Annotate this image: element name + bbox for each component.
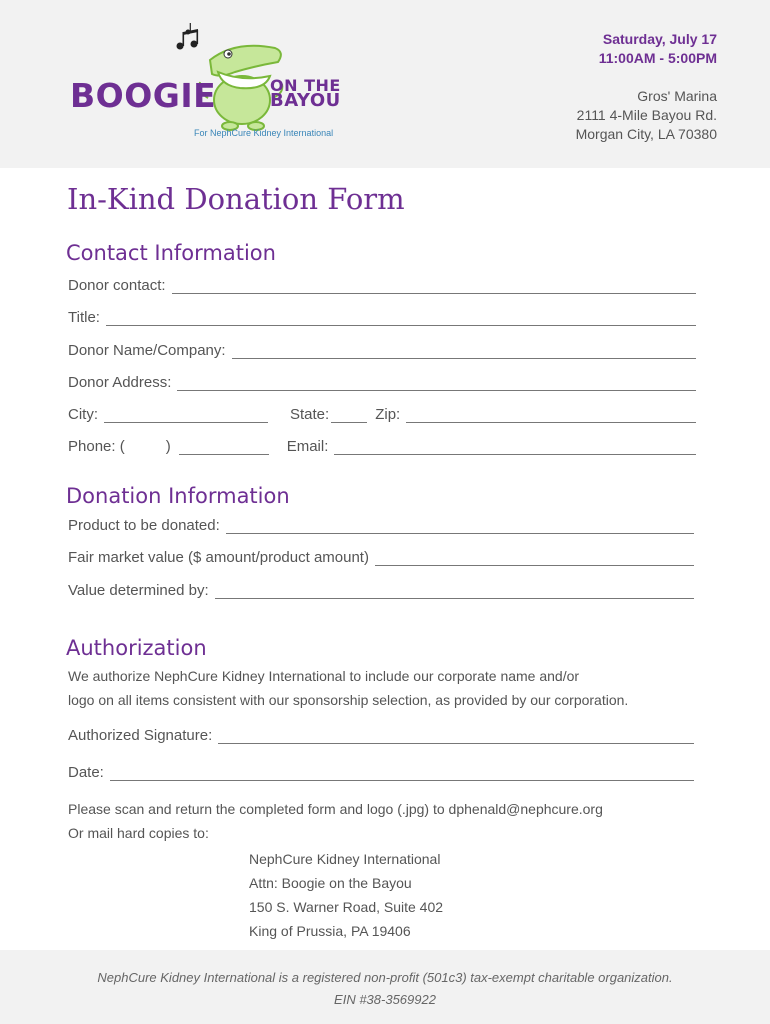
logo-tagline: For NephCure Kidney International <box>194 128 334 138</box>
contact-section-heading: Contact Information <box>66 241 276 265</box>
event-street: 2111 4-Mile Bayou Rd. <box>576 107 717 123</box>
signature-row <box>68 724 694 744</box>
fair-market-row <box>68 546 694 566</box>
donor-name-label: Donor Name/Company: <box>68 342 226 359</box>
form-title: In-Kind Donation Form <box>67 182 405 216</box>
mailing-address <box>249 847 443 943</box>
zip-field[interactable] <box>406 408 696 423</box>
donor-contact-label: Donor contact: <box>68 277 166 294</box>
address-org: NephCure Kidney International <box>249 851 441 867</box>
date-label: Date: <box>68 764 104 781</box>
logo-bayou-text: BAYOU <box>270 90 341 111</box>
event-city: Morgan City, LA 70380 <box>575 126 717 142</box>
email-label: Email: <box>286 438 329 455</box>
page-footer <box>0 950 770 1024</box>
state-field[interactable] <box>331 408 367 423</box>
title-label: Title: <box>68 309 100 326</box>
city-state-zip-row <box>68 403 696 423</box>
return-line: Please scan and return the completed form and logo (.jpg) to dphenald@nephcure.org <box>68 801 603 817</box>
donor-address-row <box>68 371 696 391</box>
product-label: Product to be donated: <box>68 517 220 534</box>
authorization-text-line1: We authorize NephCure Kidney International to include our corporate name and/or <box>68 668 580 684</box>
city-field[interactable] <box>104 408 268 423</box>
email-field[interactable] <box>334 440 696 455</box>
phone-field[interactable] <box>179 440 269 455</box>
return-instructions <box>68 797 603 845</box>
authorization-text-line2: logo on all items consistent with our sponsorship selection, as provided by our corporation. <box>68 692 629 708</box>
event-date: Saturday, July 17 <box>602 31 717 47</box>
authorization-text <box>68 664 628 712</box>
address-city: King of Prussia, PA 19406 <box>249 923 411 939</box>
donor-contact-row <box>68 274 696 294</box>
city-label: City: <box>68 406 98 423</box>
fair-market-field[interactable] <box>375 551 694 566</box>
music-notes-icon <box>177 23 199 50</box>
footer-nonprofit-line: NephCure Kidney International is a registered non-profit (501c3) tax-exempt charitable organization. <box>97 970 673 985</box>
product-row <box>68 514 694 534</box>
mail-line: Or mail hard copies to: <box>68 825 209 841</box>
donor-name-field[interactable] <box>232 344 696 359</box>
phone-area-close: ) <box>165 438 171 455</box>
date-field[interactable] <box>110 766 694 781</box>
product-field[interactable] <box>226 519 694 534</box>
donor-name-row <box>68 339 696 359</box>
title-row <box>68 306 696 326</box>
phone-label: Phone: ( <box>68 438 125 455</box>
authorization-section-heading: Authorization <box>66 636 207 660</box>
signature-field[interactable] <box>218 729 694 744</box>
event-info <box>576 30 717 144</box>
signature-label: Authorized Signature: <box>68 727 213 744</box>
state-label: State: <box>290 406 330 423</box>
date-row <box>68 761 694 781</box>
zip-label: Zip: <box>375 406 401 423</box>
determined-by-label: Value determined by: <box>68 582 209 599</box>
fair-market-label: Fair market value ($ amount/product amount) <box>68 549 369 566</box>
donation-section-heading: Donation Information <box>66 484 290 508</box>
logo-on-the-text: ON THE <box>270 76 341 95</box>
title-field[interactable] <box>106 311 696 326</box>
page-header <box>0 0 770 168</box>
determined-by-field[interactable] <box>215 584 694 599</box>
event-venue: Gros' Marina <box>637 88 717 104</box>
phone-email-row <box>68 435 696 455</box>
event-time: 11:00AM - 5:00PM <box>598 50 717 66</box>
determined-by-row <box>68 579 694 599</box>
address-attn: Attn: Boogie on the Bayou <box>249 875 412 891</box>
logo-boogie-text: BOOGIE <box>70 76 217 115</box>
donor-contact-field[interactable] <box>172 279 696 294</box>
donor-address-label: Donor Address: <box>68 374 172 391</box>
donor-address-field[interactable] <box>177 376 696 391</box>
address-street: 150 S. Warner Road, Suite 402 <box>249 899 444 915</box>
footer-ein-line: EIN #38-3569922 <box>334 992 436 1007</box>
